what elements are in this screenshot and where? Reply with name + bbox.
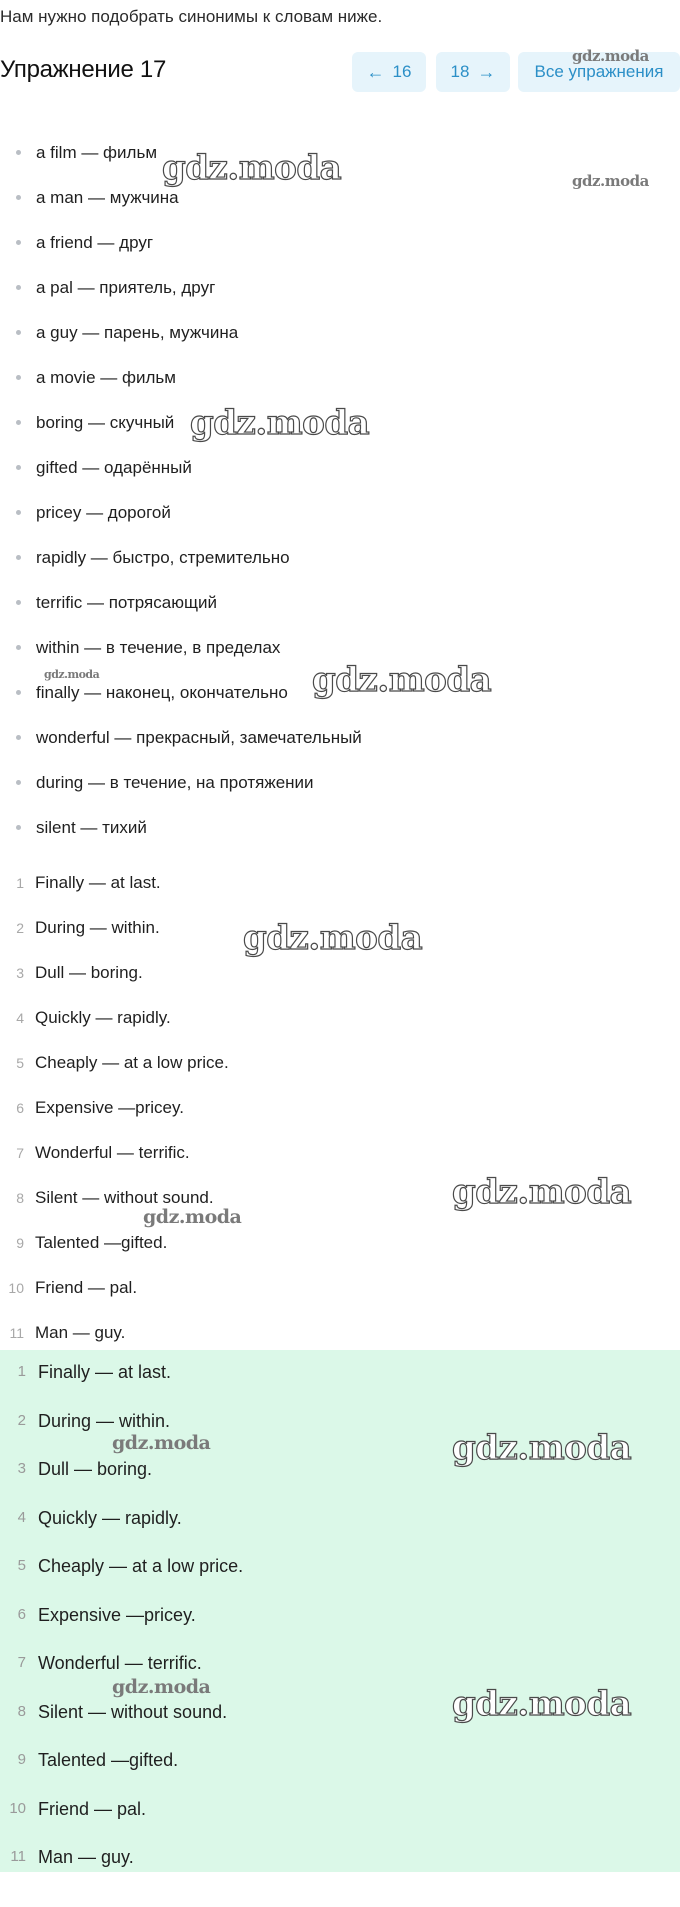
vocab-text: a movie — фильм xyxy=(36,368,176,387)
answer-text: Wonderful — terrific. xyxy=(38,1653,202,1673)
answer-text: Quickly — rapidly. xyxy=(38,1507,182,1528)
watermark: gdz.moda xyxy=(112,1432,211,1454)
item-number: 2 xyxy=(16,920,24,936)
answer-text: Finally — at last. xyxy=(38,1362,172,1382)
item-number: 11 xyxy=(9,1325,24,1341)
pair-text: Expensive —pricey. xyxy=(35,1098,184,1117)
bullet-icon xyxy=(16,735,21,740)
list-item xyxy=(0,765,362,810)
next-exercise-button[interactable] xyxy=(436,52,510,92)
bullet-icon xyxy=(16,240,21,245)
intro-text: Нам нужно подобрать синонимы к словам ниже. xyxy=(0,7,383,26)
list-item xyxy=(0,910,229,955)
list-item xyxy=(0,720,362,765)
item-number: 2 xyxy=(17,1411,26,1429)
watermark: gdz.moda xyxy=(143,1206,242,1228)
answer-text: Cheaply — at a low price. xyxy=(38,1556,244,1576)
bullet-icon xyxy=(16,645,21,650)
next-exercise-label: 18 xyxy=(450,62,470,81)
list-item xyxy=(0,1597,243,1646)
item-number: 9 xyxy=(17,1751,26,1768)
vocab-text: pricey — дорогой xyxy=(36,503,171,522)
list-item xyxy=(0,270,362,315)
pair-text: Talented —gifted. xyxy=(35,1233,168,1252)
list-item xyxy=(0,865,229,910)
item-number: 4 xyxy=(16,1010,24,1026)
list-item xyxy=(0,495,362,540)
item-number: 8 xyxy=(17,1702,26,1720)
list-item xyxy=(0,955,229,1000)
watermark: gdz.moda xyxy=(312,660,492,700)
watermark: gdz.moda xyxy=(44,668,100,681)
list-item xyxy=(0,225,362,270)
prev-exercise-label: 16 xyxy=(392,62,412,81)
page-title: Упражнение 17 xyxy=(0,56,166,83)
item-number: 5 xyxy=(17,1557,26,1574)
bullet-icon xyxy=(16,600,21,605)
list-item xyxy=(0,1742,243,1791)
pair-text: Quickly — rapidly. xyxy=(35,1008,171,1027)
vocab-text: terrific — потрясающий xyxy=(36,593,217,612)
answer-text: Talented —gifted. xyxy=(38,1750,179,1770)
watermark: gdz.moda xyxy=(572,172,649,190)
all-exercises-label: Все упражнения xyxy=(534,62,664,81)
bullet-icon xyxy=(16,510,21,515)
list-item xyxy=(0,1270,229,1315)
list-item xyxy=(0,1791,243,1840)
arrow-right-icon: → xyxy=(477,61,496,82)
item-number: 9 xyxy=(16,1235,24,1251)
vocab-text: gifted — одарённый xyxy=(36,458,192,477)
watermark: gdz.moda xyxy=(112,1676,211,1698)
pair-text: Man — guy. xyxy=(35,1323,126,1342)
list-item xyxy=(0,1090,229,1135)
list-item xyxy=(0,1135,229,1180)
item-number: 3 xyxy=(17,1460,26,1477)
list-item xyxy=(0,1694,243,1743)
answer-text: Friend — pal. xyxy=(38,1798,147,1819)
item-number: 10 xyxy=(9,1799,26,1817)
item-number: 10 xyxy=(8,1280,24,1296)
list-item xyxy=(0,315,362,360)
list-item xyxy=(0,1451,243,1500)
pair-text: Cheaply — at a low price. xyxy=(35,1053,229,1072)
bullet-icon xyxy=(16,195,21,200)
watermark: gdz.moda xyxy=(190,403,370,443)
item-number: 8 xyxy=(16,1190,24,1206)
list-item xyxy=(0,360,362,405)
item-number: 4 xyxy=(17,1508,26,1526)
vocabulary-list xyxy=(0,135,362,855)
bullet-icon xyxy=(16,150,21,155)
vocab-text: a man — мужчина xyxy=(36,188,179,207)
vocab-text: within — в течение, в пределах xyxy=(36,638,281,657)
bullet-icon xyxy=(16,780,21,785)
bullet-icon xyxy=(16,555,21,560)
list-item xyxy=(0,1500,243,1549)
bullet-icon xyxy=(16,690,21,695)
item-number: 3 xyxy=(16,965,24,981)
vocab-text: a film — фильм xyxy=(36,143,158,162)
vocab-text: finally — наконец, окончательно xyxy=(36,683,288,702)
watermark: gdz.moda xyxy=(243,918,423,958)
list-item xyxy=(0,540,362,585)
vocab-text: wonderful — прекрасный, замечательный xyxy=(36,728,362,747)
watermark: gdz.moda xyxy=(452,1428,632,1468)
bullet-icon xyxy=(16,825,21,830)
list-item xyxy=(0,1045,229,1090)
item-number: 6 xyxy=(17,1605,26,1623)
answer-text: Silent — without sound. xyxy=(38,1701,228,1722)
list-item xyxy=(0,450,362,495)
list-item xyxy=(0,1225,229,1270)
vocab-text: rapidly — быстро, стремительно xyxy=(36,548,290,567)
list-item xyxy=(0,1839,243,1888)
bullet-icon xyxy=(16,420,21,425)
answer-text: Expensive —pricey. xyxy=(38,1604,196,1625)
vocab-text: silent — тихий xyxy=(36,818,147,837)
vocab-text: a pal — приятель, друг xyxy=(36,278,216,297)
watermark: gdz.moda xyxy=(572,47,649,65)
bullet-icon xyxy=(16,465,21,470)
pair-text: Wonderful — terrific. xyxy=(35,1143,190,1162)
arrow-left-icon: ← xyxy=(366,61,385,82)
pair-text: Dull — boring. xyxy=(35,963,143,982)
vocab-text: boring — скучный xyxy=(36,413,175,432)
bullet-icon xyxy=(16,285,21,290)
synonym-pairs-list xyxy=(0,865,229,1360)
watermark: gdz.moda xyxy=(162,148,342,188)
answer-text: Dull — boring. xyxy=(38,1459,153,1479)
answer-text: During — within. xyxy=(38,1410,171,1431)
item-number: 6 xyxy=(16,1100,24,1116)
pair-text: Finally — at last. xyxy=(35,873,161,892)
item-number: 1 xyxy=(16,875,24,891)
item-number: 5 xyxy=(16,1055,24,1071)
list-item xyxy=(0,1354,243,1403)
answer-text: Man — guy. xyxy=(38,1847,134,1867)
item-number: 11 xyxy=(10,1848,26,1865)
list-item xyxy=(0,585,362,630)
list-item xyxy=(0,1000,229,1045)
watermark: gdz.moda xyxy=(452,1172,632,1212)
vocab-text: a guy — парень, мужчина xyxy=(36,323,239,342)
pair-text: Friend — pal. xyxy=(35,1278,138,1297)
list-item xyxy=(0,1548,243,1597)
bullet-icon xyxy=(16,375,21,380)
item-number: 7 xyxy=(17,1654,26,1671)
watermark: gdz.moda xyxy=(452,1684,632,1724)
pair-text: Silent — without sound. xyxy=(35,1188,214,1207)
item-number: 1 xyxy=(17,1363,26,1380)
vocab-text: a friend — друг xyxy=(36,233,154,252)
list-item xyxy=(0,675,362,720)
vocab-text: during — в течение, на протяжении xyxy=(36,773,314,792)
item-number: 7 xyxy=(16,1145,24,1161)
list-item xyxy=(0,810,362,855)
pair-text: During — within. xyxy=(35,918,160,937)
bullet-icon xyxy=(16,330,21,335)
prev-exercise-button[interactable] xyxy=(352,52,426,92)
